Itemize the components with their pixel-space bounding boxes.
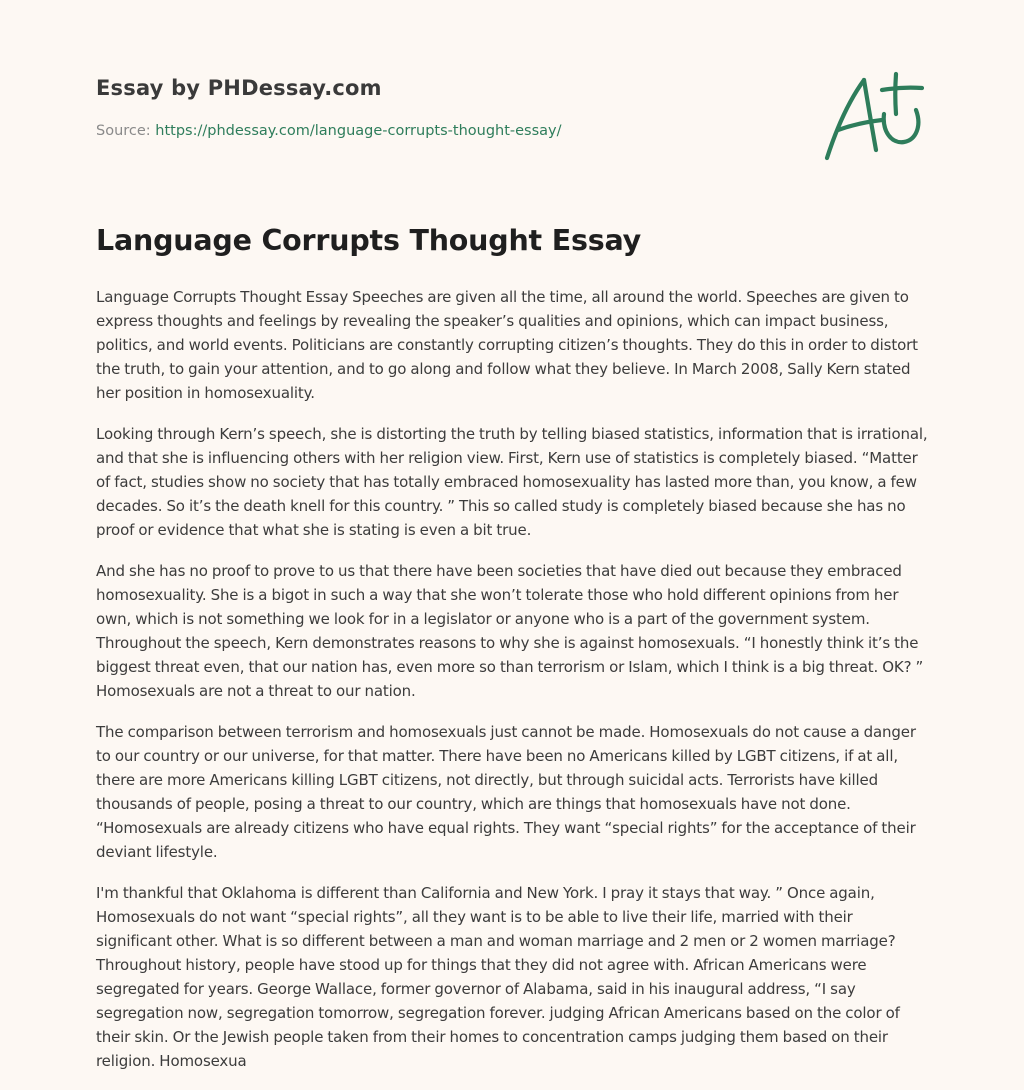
- source-link[interactable]: https://phdessay.com/language-corrupts-thought-essay/: [155, 123, 562, 139]
- essay-paragraph: And she has no proof to prove to us that there have been societies that have died out because they embraced homosexuality. She is a bigot in such a way that she won’t tolerate those who hold different opinions from her own, which is not something we look for in a legislator or anyone who is a part of the government system. Throughout the speech, Kern demonstrates reasons to why she is against homosexuals. “I honestly think it’s the biggest threat even, that our nation has, even more so than terrorism or Islam, which I think is a big threat. OK? ” Homosexuals are not a threat to our nation.: [96, 562, 924, 700]
- site-brand: Essay by PHDessay.com: [96, 76, 382, 100]
- essay-paragraph: Language Corrupts Thought Essay Speeches are given all the time, all around the world. Speeches are given to express thoughts and feelings by revealing the speaker’s qualities and opinions, which can impact business, politics, and world events. Politicians are constantly corrupting citizen’s thoughts. They do this in order to distort the truth, to gain your attention, and to go along and follow what they believe. In March 2008, Sally Kern stated her position in homosexuality.: [96, 288, 918, 402]
- a-plus-logo-icon: [824, 70, 924, 162]
- essay-title: Language Corrupts Thought Essay: [96, 224, 642, 257]
- source-line: [96, 123, 562, 139]
- essay-paragraph: The comparison between terrorism and homosexuals just cannot be made. Homosexuals do not cause a danger to our country or our universe, for that matter. There have been no Americans killed by LGBT citizens, if at all, there are more Americans killing LGBT citizens, not directly, but through suicidal acts. Terrorists have killed thousands of people, posing a threat to our country, which are things that homosexuals have not done. “Homosexuals are already citizens who have equal rights. They want “special rights” for the acceptance of their deviant lifestyle.: [96, 723, 916, 861]
- source-label: Source:: [96, 123, 156, 139]
- essay-body: [96, 285, 930, 1090]
- essay-paragraph: I'm thankful that Oklahoma is different than California and New York. I pray it stays that way. ” Once again, Homosexuals do not want “special rights”, all they want is to be able to live their life, married with their significant other. What is so different between a man and woman marriage and 2 men or 2 women marriage? Throughout history, people have stood up for things that they did not agree with. African Americans were segregated for years. George Wallace, former governor of Alabama, said in his inaugural address, “I say segregation now, segregation tomorrow, segregation forever. judging African Americans based on the color of their skin. Or the Jewish people taken from their homes to concentration camps judging them based on their religion. Homosexua: [96, 884, 900, 1070]
- essay-paragraph: Looking through Kern’s speech, she is distorting the truth by telling biased statistics, information that is irrational, and that she is influencing others with her religion view. First, Kern use of statistics is completely biased. “Matter of fact, studies show no society that has totally embraced homosexuality has lasted more than, you know, a few decades. So it’s the death knell for this country. ” This so called study is completely biased because she has no proof or evidence that what she is stating is even a bit true.: [96, 425, 928, 539]
